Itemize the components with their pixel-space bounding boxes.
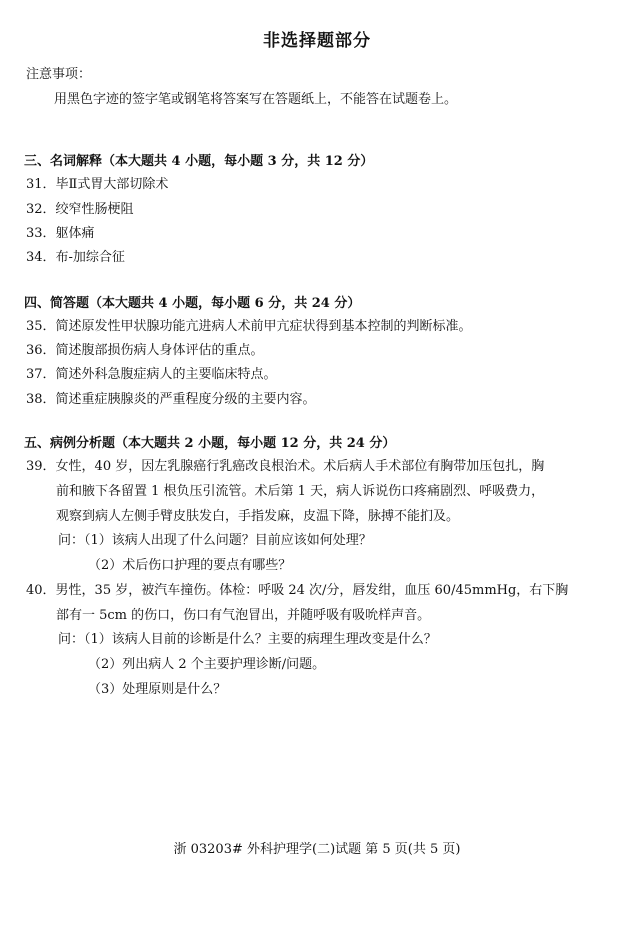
question-33: 33．躯体痛 xyxy=(26,226,95,241)
question-32: 32．绞窄性肠梗阻 xyxy=(26,202,134,217)
question-39-sub-2: （2）术后伤口护理的要点有哪些？ xyxy=(88,558,292,573)
section-4-heading: 四、简答题（本大题共 4 小题，每小题 6 分，共 24 分） xyxy=(24,296,361,311)
notice-heading: 注意事项： xyxy=(26,67,92,82)
question-40-sub-1: 问：（1）该病人目前的诊断是什么？主要的病理生理改变是什么？ xyxy=(58,632,437,647)
question-40-sub-3: （3）处理原则是什么？ xyxy=(88,682,227,697)
question-40-line-2: 部有一 5cm 的伤口，伤口有气泡冒出，并随呼吸有吸吮样声音。 xyxy=(56,608,431,623)
question-39-line-1: 39．女性，40 岁，因左乳腺癌行乳癌改良根治术。术后病人手术部位有胸带加压包扎，胸 xyxy=(26,459,545,474)
question-39-line-3: 观察到病人左侧手臂皮肤发白，手指发麻，皮温下降，脉搏不能扪及。 xyxy=(56,509,460,524)
question-40-line-1: 40．男性，35 岁，被汽车撞伤。体检：呼吸 24 次/分，唇发绀，血压 60/45mmHg，右下胸 xyxy=(26,583,569,598)
notice-text: 用黑色字迹的签字笔或钢笔将答案写在答题纸上，不能答在试题卷上。 xyxy=(54,92,458,107)
question-40-sub-2: （2）列出病人 2 个主要护理诊断/问题。 xyxy=(88,657,326,672)
page-footer: 浙 03203# 外科护理学(二)试题 第 5 页(共 5 页) xyxy=(173,842,461,857)
section-3-heading: 三、名词解释（本大题共 4 小题，每小题 3 分，共 12 分） xyxy=(24,154,374,169)
question-39-sub-1: 问：（1）该病人出现了什么问题？目前应该如何处理？ xyxy=(58,533,372,548)
question-37: 37．简述外科急腹症病人的主要临床特点。 xyxy=(26,367,277,382)
question-31: 31．毕Ⅱ式胃大部切除术 xyxy=(26,177,169,192)
section-5-heading: 五、病例分析题（本大题共 2 小题，每小题 12 分，共 24 分） xyxy=(24,436,396,451)
question-34: 34．布-加综合征 xyxy=(26,250,125,265)
question-35: 35．简述原发性甲状腺功能亢进病人术前甲亢症状得到基本控制的判断标准。 xyxy=(26,319,472,334)
question-39-line-2: 前和腋下各留置 1 根负压引流管。术后第 1 天，病人诉说伤口疼痛剧烈、呼吸费力， xyxy=(56,484,545,499)
question-36: 36．简述腹部损伤病人身体评估的重点。 xyxy=(26,343,264,358)
page-title: 非选择题部分 xyxy=(263,31,371,51)
question-38: 38．简述重症胰腺炎的严重程度分级的主要内容。 xyxy=(26,392,316,407)
